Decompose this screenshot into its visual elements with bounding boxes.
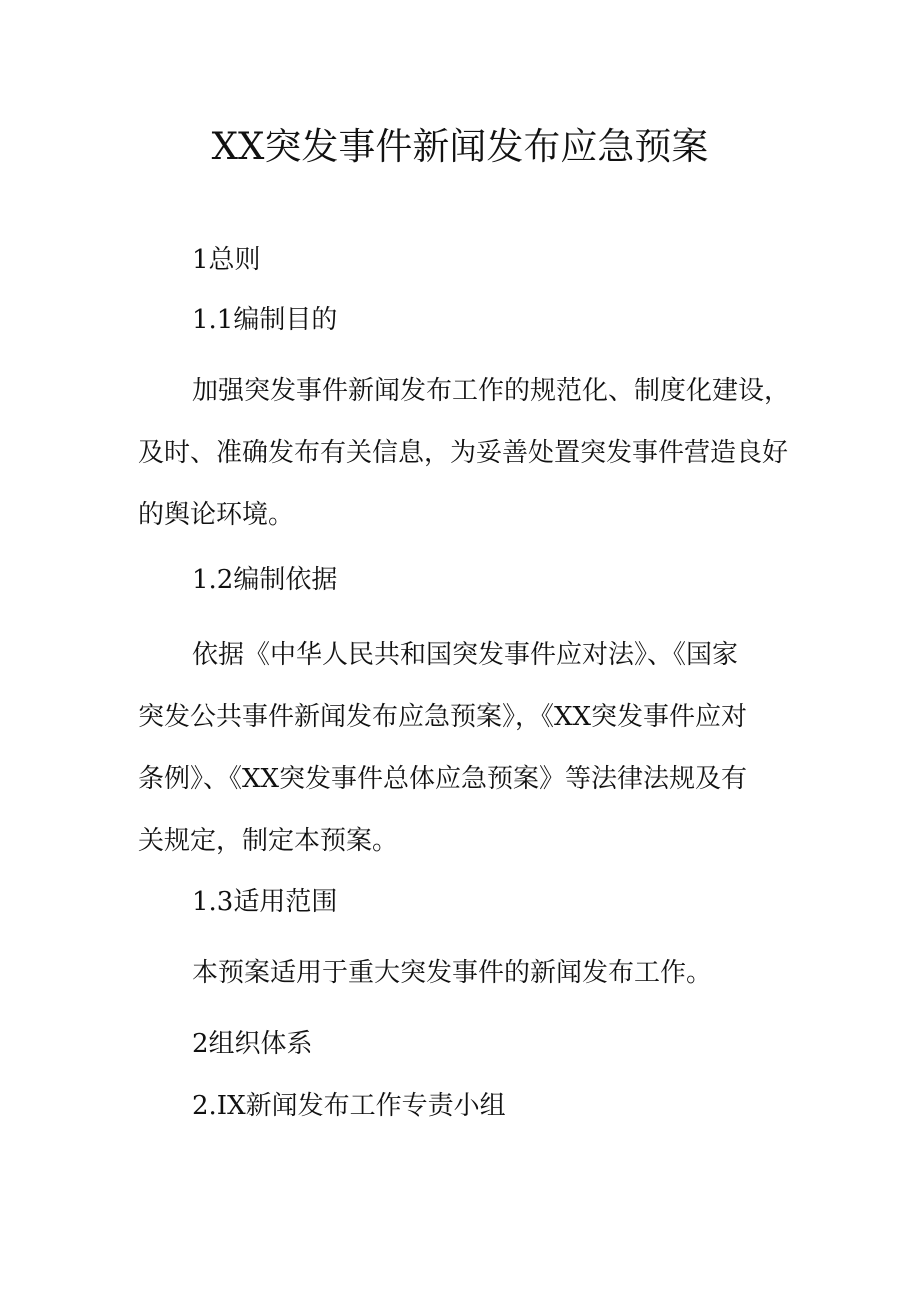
section-heading-1-1: 1.1编制目的 (192, 305, 338, 335)
paragraph-line: 突发公共事件新闻发布应急预案》，《XX突发事件应对 (138, 702, 748, 732)
section-heading-2: 2组织体系 (192, 1029, 313, 1059)
paragraph-line: 依据《中华人民共和国突发事件应对法》、《国家 (192, 640, 739, 670)
section-heading-1-3: 1.3适用范围 (192, 887, 338, 917)
paragraph-basis (138, 624, 798, 872)
paragraph-purpose (138, 360, 798, 546)
section-heading-1: 1总则 (192, 245, 261, 275)
paragraph-line: 的舆论环境。 (138, 500, 295, 530)
paragraph-line: 及时、准确发布有关信息，为妥善处置突发事件营造良好 (138, 438, 789, 468)
paragraph-scope (138, 942, 798, 1004)
section-heading-1-2: 1.2编制依据 (192, 565, 338, 595)
section-heading-2-1: 2.IX新闻发布工作专责小组 (192, 1091, 506, 1121)
paragraph-line: 关规定，制定本预案。 (138, 826, 399, 856)
paragraph-line: 本预案适用于重大突发事件的新闻发布工作。 (192, 958, 713, 988)
paragraph-line: 加强突发事件新闻发布工作的规范化、制度化建设， (192, 376, 791, 406)
document-title: XX突发事件新闻发布应急预案 (211, 125, 709, 168)
paragraph-line: 条例》、《XX突发事件总体应急预案》等法律法规及有 (138, 764, 748, 794)
